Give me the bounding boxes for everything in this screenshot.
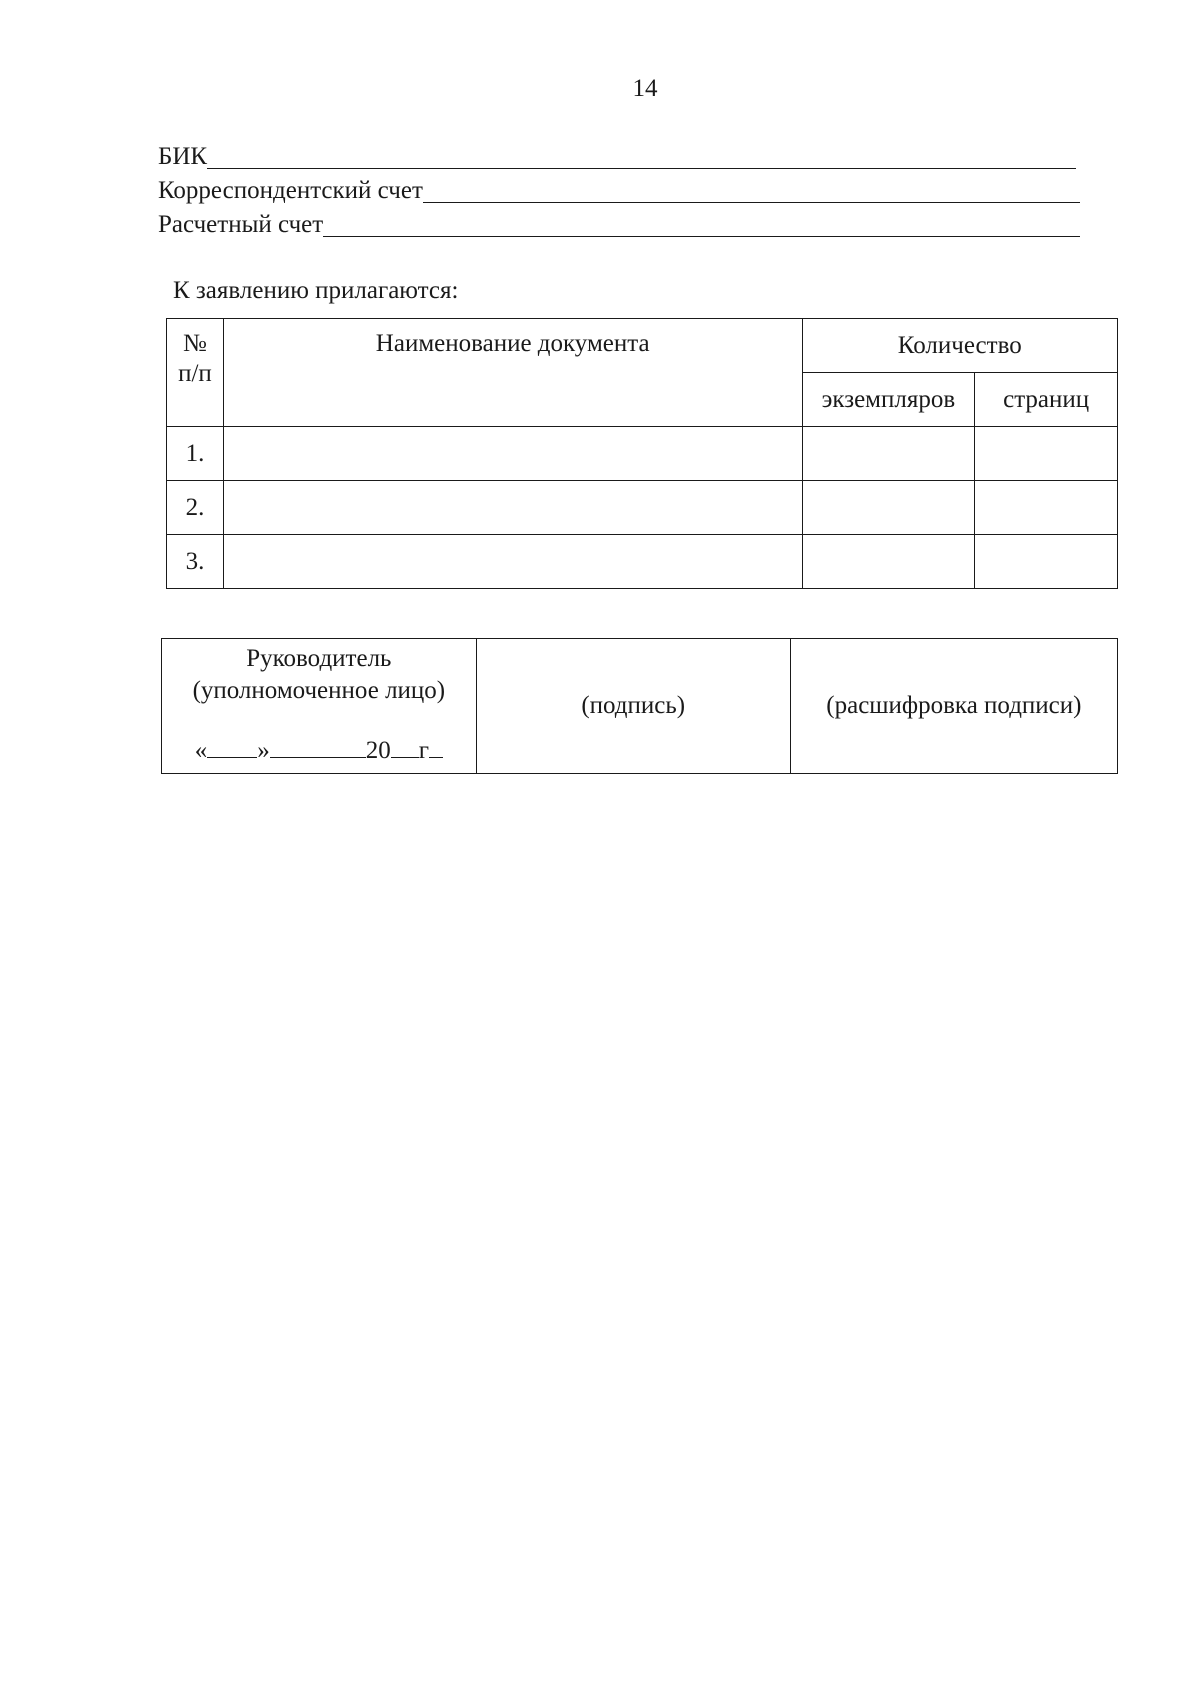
row-pages-cell[interactable] [975,427,1118,481]
settlement-account-input-line[interactable] [323,206,1080,237]
signer-role-subtitle: (уполномоченное лицо) [192,677,446,704]
row-copies-cell[interactable] [802,481,975,535]
page-number: 14 [632,75,658,102]
header-quantity: Количество [802,319,1117,373]
table-row [167,481,1118,535]
row-document-name-cell[interactable] [223,535,802,589]
row-pages-cell[interactable] [975,481,1118,535]
bik-input-line[interactable] [207,138,1076,169]
date-trailing-blank [429,733,443,758]
attachments-table [166,318,1118,589]
header-number [167,319,224,427]
signer-role-title: Руководитель [246,645,392,672]
row-number: 3. [167,535,224,589]
date-open-quote: « [194,737,208,764]
row-number: 2. [167,481,224,535]
correspondent-account-label: Корреспондентский счет [158,177,423,204]
row-pages-cell[interactable] [975,535,1118,589]
date-year-prefix: 20 [365,737,391,764]
settlement-account-field[interactable] [158,208,1080,240]
row-document-name-cell[interactable] [223,427,802,481]
signature-decode-cell[interactable] [790,639,1117,774]
header-number-text: № п/п [178,330,212,387]
signature-cell[interactable] [476,639,790,774]
row-copies-cell[interactable] [802,427,975,481]
attachments-caption: К заявлению прилагаются: [173,277,459,304]
correspondent-account-input-line[interactable] [423,172,1080,203]
header-pages: страниц [975,373,1118,427]
row-copies-cell[interactable] [802,535,975,589]
date-close-quote: » [257,737,270,764]
bik-field[interactable] [158,140,1076,172]
settlement-account-label: Расчетный счет [158,211,324,238]
row-document-name-cell[interactable] [223,481,802,535]
bik-label: БИК [158,143,208,170]
header-copies: экземпляров [802,373,975,427]
table-row [167,427,1118,481]
signature-table [161,638,1118,774]
signature-date[interactable] [162,733,476,767]
header-document-name: Наименование документа [223,319,802,427]
date-month-blank[interactable] [270,733,366,758]
table-row [167,535,1118,589]
date-year-blank[interactable] [391,733,419,758]
signature-label: (подпись) [581,692,686,719]
signature-decode-label: (расшифровка подписи) [826,692,1082,719]
date-suffix: г [418,737,429,764]
correspondent-account-field[interactable] [158,174,1080,206]
row-number: 1. [167,427,224,481]
date-day-blank[interactable] [207,733,257,758]
signer-role-cell [162,639,477,774]
